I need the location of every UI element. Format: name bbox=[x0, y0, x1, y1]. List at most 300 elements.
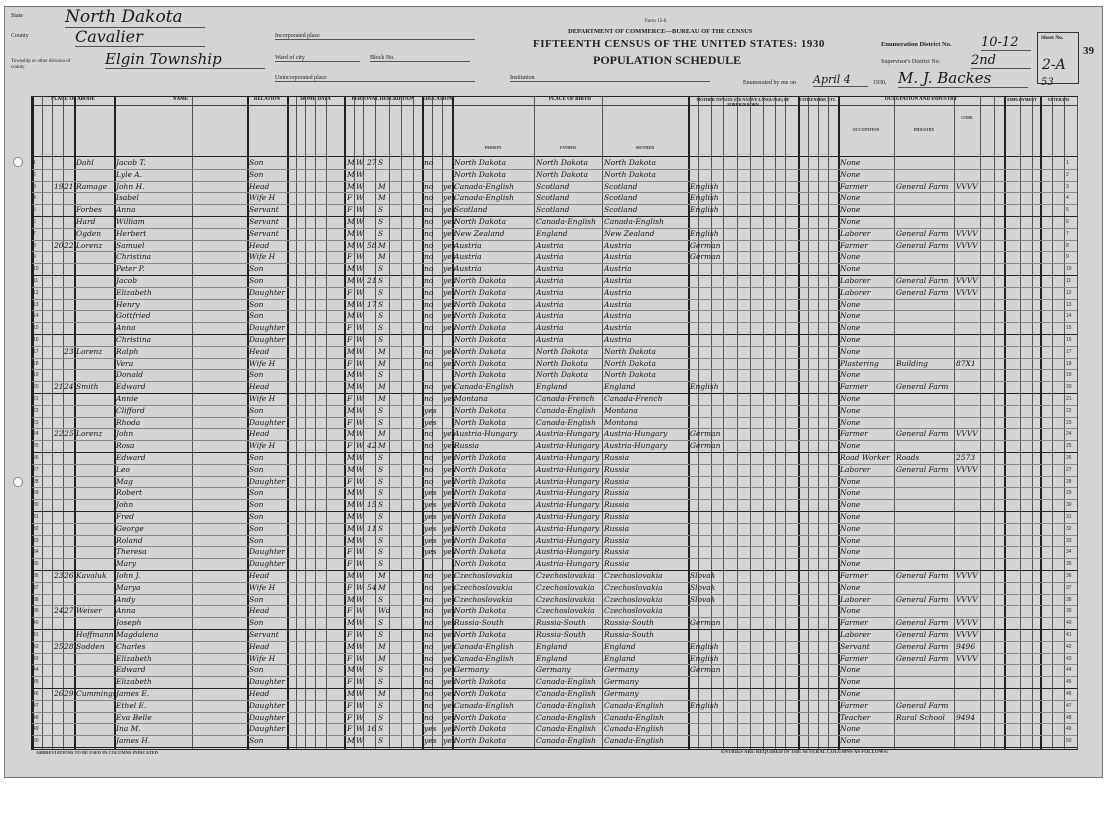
marital-status: S bbox=[378, 158, 384, 167]
birthplace-father: Canada-English bbox=[536, 405, 596, 415]
table-row bbox=[32, 417, 1077, 429]
relation: Son bbox=[249, 405, 264, 415]
line-number: 31 bbox=[33, 514, 39, 520]
line-number-right: 45 bbox=[1066, 679, 1072, 686]
sex: M bbox=[347, 429, 355, 439]
surname: Sodden bbox=[76, 641, 105, 651]
relation: Head bbox=[249, 689, 270, 698]
given-name: Rosa bbox=[116, 441, 135, 451]
surname: Forbes bbox=[76, 205, 102, 215]
sex: M bbox=[347, 512, 355, 521]
race: W bbox=[356, 240, 364, 250]
line-number-right: 38 bbox=[1066, 596, 1072, 603]
race: W bbox=[356, 512, 364, 521]
relation: Son bbox=[249, 665, 264, 675]
birthplace-mother: Russia bbox=[604, 464, 630, 474]
sex: M bbox=[347, 217, 355, 226]
marital-status: S bbox=[378, 417, 384, 427]
birthplace-father: Canada-English bbox=[536, 736, 596, 746]
marital-status: M bbox=[378, 252, 386, 262]
marital-status: M bbox=[378, 641, 386, 651]
sex: M bbox=[347, 594, 355, 604]
line-number-right: 19 bbox=[1066, 372, 1072, 379]
read-write: yes bbox=[443, 571, 456, 580]
race: W bbox=[356, 571, 364, 580]
birthplace-father: Austria-Hungary bbox=[536, 559, 600, 569]
line-number: 45 bbox=[33, 679, 39, 686]
sex: F bbox=[347, 205, 353, 215]
line-number: 33 bbox=[33, 537, 39, 544]
mother-tongue: English bbox=[690, 653, 719, 663]
age: 17 bbox=[367, 299, 377, 309]
sex: F bbox=[347, 193, 353, 203]
birthplace-person: North Dakota bbox=[454, 559, 506, 569]
birthplace-father: Canada-English bbox=[536, 700, 596, 710]
birthplace-person: Austria bbox=[454, 264, 482, 274]
surname: Ramage bbox=[76, 181, 108, 191]
birthplace-person: Canada-English bbox=[454, 382, 514, 392]
relation: Wife H bbox=[249, 193, 276, 203]
occupation: Farmer bbox=[840, 240, 868, 250]
census-title: FIFTEENTH CENSUS OF THE UNITED STATES: 1930 bbox=[533, 38, 825, 50]
line-number-right: 5 bbox=[1066, 207, 1069, 214]
sex: M bbox=[347, 736, 355, 746]
marital-status: S bbox=[378, 264, 384, 274]
line-number: 36 bbox=[33, 573, 39, 579]
school: no bbox=[424, 158, 434, 167]
occupation-code: VVVV bbox=[956, 464, 978, 474]
group-citizenship: CITIZENSHIP, ETC. bbox=[798, 97, 838, 106]
birthplace-mother: Austria bbox=[604, 252, 632, 262]
table-row bbox=[32, 299, 1077, 311]
sex: F bbox=[347, 630, 353, 639]
birthplace-father: England bbox=[536, 641, 568, 651]
birthplace-mother: Scotland bbox=[604, 193, 638, 203]
read-write: yes bbox=[443, 441, 456, 451]
birthplace-mother: Germany bbox=[604, 677, 639, 687]
read-write: yes bbox=[443, 464, 456, 474]
line-number-right: 4 bbox=[1066, 195, 1069, 202]
race: W bbox=[356, 394, 364, 403]
line-number: 47 bbox=[33, 702, 39, 709]
birthplace-mother: Russia bbox=[604, 476, 630, 486]
birthplace-father: Russia-South bbox=[536, 630, 586, 639]
line-number-right: 24 bbox=[1066, 431, 1072, 438]
birthplace-mother: England bbox=[604, 641, 636, 651]
race: W bbox=[356, 158, 364, 167]
birthplace-father: Germany bbox=[536, 665, 571, 675]
table-row bbox=[32, 169, 1077, 181]
occupation: Servant bbox=[840, 641, 870, 651]
birthplace-person: North Dakota bbox=[454, 488, 506, 498]
line-number: 18 bbox=[33, 360, 39, 367]
line-number-right: 23 bbox=[1066, 419, 1072, 426]
school: yes bbox=[424, 547, 437, 557]
line-number: 28 bbox=[33, 478, 39, 485]
table-row bbox=[32, 240, 1077, 252]
table-row bbox=[32, 310, 1077, 322]
read-write: yes bbox=[443, 252, 456, 262]
industry: General Farm bbox=[896, 228, 949, 238]
industry: Rural School bbox=[896, 712, 945, 722]
birthplace-person: North Dakota bbox=[454, 724, 506, 734]
enumerator-name: M. J. Backes bbox=[898, 69, 1028, 88]
birthplace-father: England bbox=[536, 382, 568, 392]
table-row bbox=[32, 499, 1077, 511]
occupation-code: VVVV bbox=[956, 276, 978, 285]
marital-status: S bbox=[378, 217, 384, 226]
race: W bbox=[356, 287, 364, 297]
line-number: 35 bbox=[33, 561, 39, 568]
birthplace-person: North Dakota bbox=[454, 547, 506, 557]
line-number: 4 bbox=[33, 195, 36, 202]
supervisor-value: 2nd bbox=[971, 53, 1031, 69]
ward-label: Ward of city bbox=[275, 55, 360, 62]
line-number-right: 32 bbox=[1066, 525, 1072, 532]
relation: Head bbox=[249, 606, 270, 616]
binder-hole bbox=[13, 157, 23, 167]
table-row bbox=[32, 369, 1077, 381]
relation: Servant bbox=[249, 228, 279, 238]
school: no bbox=[424, 618, 434, 628]
marital-status: S bbox=[378, 736, 384, 746]
enumerated-year: 1930, bbox=[873, 80, 887, 86]
read-write: yes bbox=[443, 582, 456, 592]
birthplace-mother: Canada-English bbox=[604, 724, 664, 734]
given-name: Elizabeth bbox=[116, 287, 152, 297]
line-number-right: 6 bbox=[1066, 219, 1069, 225]
relation: Son bbox=[249, 618, 264, 628]
relation: Daughter bbox=[249, 677, 285, 687]
birthplace-person: North Dakota bbox=[454, 276, 506, 285]
race: W bbox=[356, 677, 364, 687]
birthplace-mother: Austria bbox=[604, 323, 632, 333]
occupation: Laborer bbox=[840, 594, 871, 604]
line-number-right: 11 bbox=[1066, 278, 1072, 284]
marital-status: S bbox=[378, 370, 384, 380]
table-row bbox=[32, 181, 1077, 193]
occupation: Laborer bbox=[840, 228, 871, 238]
group-employment: EMPLOYMENT bbox=[1004, 97, 1040, 106]
table-row bbox=[32, 558, 1077, 570]
marital-status: S bbox=[378, 712, 384, 722]
township-label: Township or other division of county bbox=[11, 59, 71, 70]
surname: Ogden bbox=[76, 228, 102, 238]
birthplace-person: North Dakota bbox=[454, 630, 506, 639]
marital-status: S bbox=[378, 311, 384, 321]
marital-status: Wd bbox=[378, 606, 391, 616]
line-number-right: 40 bbox=[1066, 620, 1072, 627]
marital-status: S bbox=[378, 205, 384, 215]
relation: Head bbox=[249, 641, 270, 651]
table-row bbox=[32, 476, 1077, 488]
relation: Head bbox=[249, 240, 270, 250]
form-number: Form 15-6 bbox=[645, 19, 667, 24]
relation: Servant bbox=[249, 630, 279, 639]
read-write: yes bbox=[443, 311, 456, 321]
birthplace-father: Austria bbox=[536, 311, 564, 321]
birthplace-father: Austria-Hungary bbox=[536, 512, 600, 521]
birthplace-person: New Zealand bbox=[454, 228, 505, 238]
relation: Son bbox=[249, 512, 264, 521]
table-row bbox=[32, 523, 1077, 535]
occupation: Teacher bbox=[840, 712, 871, 722]
sex: F bbox=[347, 547, 353, 557]
birthplace-father: Scotland bbox=[536, 193, 570, 203]
line-number-right: 28 bbox=[1066, 478, 1072, 485]
census-table bbox=[31, 96, 1078, 750]
industry: General Farm bbox=[896, 653, 949, 663]
birthplace-father: Austria-Hungary bbox=[536, 523, 600, 533]
line-number: 9 bbox=[33, 254, 36, 261]
sub-mother: MOTHER bbox=[635, 145, 655, 150]
dwelling-number: 25 bbox=[54, 641, 64, 651]
given-name: John H. bbox=[116, 181, 145, 191]
relation: Son bbox=[249, 158, 264, 167]
supervisor-label: Supervisor's District No. bbox=[881, 59, 941, 65]
birthplace-father: Canada-English bbox=[536, 217, 596, 226]
birthplace-father: Russia-South bbox=[536, 618, 586, 628]
sex: F bbox=[347, 323, 353, 333]
family-number: 29 bbox=[64, 689, 74, 698]
read-write: yes bbox=[443, 453, 456, 462]
sub-code: CODE bbox=[961, 115, 973, 120]
line-number: 29 bbox=[33, 490, 39, 497]
family-number: 26 bbox=[64, 571, 74, 580]
birthplace-person: North Dakota bbox=[454, 158, 506, 167]
line-number-right: 2 bbox=[1066, 171, 1069, 178]
line-number: 43 bbox=[33, 655, 39, 662]
race: W bbox=[356, 181, 364, 191]
marital-status: S bbox=[378, 453, 384, 462]
birthplace-person: North Dakota bbox=[454, 417, 506, 427]
school: no bbox=[424, 665, 434, 675]
birthplace-father: Scotland bbox=[536, 205, 570, 215]
birthplace-person: Austria bbox=[454, 240, 482, 250]
race: W bbox=[356, 476, 364, 486]
marital-status: M bbox=[378, 358, 386, 368]
birthplace-mother: Czechoslovakia bbox=[604, 571, 663, 580]
industry: General Farm bbox=[896, 571, 949, 580]
race: W bbox=[356, 712, 364, 722]
birthplace-mother: Russia bbox=[604, 523, 630, 533]
marital-status: M bbox=[378, 193, 386, 203]
relation: Son bbox=[249, 453, 264, 462]
age: 15 bbox=[367, 500, 377, 510]
sex: F bbox=[347, 358, 353, 368]
relation: Son bbox=[249, 535, 264, 545]
school: no bbox=[424, 394, 434, 403]
line-number-right: 30 bbox=[1066, 502, 1072, 509]
sex: M bbox=[347, 169, 355, 179]
birthplace-person: Czechoslovakia bbox=[454, 594, 513, 604]
line-number-right: 15 bbox=[1066, 325, 1072, 332]
school: no bbox=[424, 240, 434, 250]
read-write: yes bbox=[443, 217, 456, 226]
read-write: yes bbox=[443, 606, 456, 616]
sex: M bbox=[347, 158, 355, 167]
occupation: None bbox=[840, 724, 861, 734]
relation: Wife H bbox=[249, 252, 276, 262]
sheet-value: 2-A bbox=[1042, 57, 1066, 73]
birthplace-person: Austria-Hungary bbox=[454, 429, 518, 439]
race: W bbox=[356, 464, 364, 474]
birthplace-mother: Austria-Hungary bbox=[604, 429, 668, 439]
given-name: William bbox=[116, 217, 145, 226]
binder-hole bbox=[13, 477, 23, 487]
birthplace-father: Austria bbox=[536, 252, 564, 262]
sex: M bbox=[347, 641, 355, 651]
read-write: yes bbox=[443, 429, 456, 439]
birthplace-person: North Dakota bbox=[454, 523, 506, 533]
family-number: 25 bbox=[64, 429, 74, 439]
mother-tongue: German bbox=[690, 240, 721, 250]
given-name: Gottfried bbox=[116, 311, 151, 321]
race: W bbox=[356, 523, 364, 533]
race: W bbox=[356, 630, 364, 639]
line-number-right: 20 bbox=[1066, 384, 1072, 391]
birthplace-father: Scotland bbox=[536, 181, 570, 191]
occupation: None bbox=[840, 299, 861, 309]
block-label: Block No. bbox=[370, 55, 470, 62]
birthplace-mother: Czechoslovakia bbox=[604, 594, 663, 604]
given-name: Andy bbox=[116, 594, 136, 604]
footer bbox=[31, 749, 1076, 773]
mother-tongue: German bbox=[690, 441, 721, 451]
race: W bbox=[356, 618, 364, 628]
dwelling-number: 26 bbox=[54, 689, 64, 698]
table-row bbox=[32, 393, 1077, 405]
sex: M bbox=[347, 382, 355, 392]
institution-label: Institution bbox=[510, 75, 710, 82]
occupation: None bbox=[840, 158, 861, 167]
read-write: yes bbox=[443, 323, 456, 333]
race: W bbox=[356, 417, 364, 427]
sub-occupation: OCCUPATION bbox=[852, 127, 880, 132]
birthplace-mother: North Dakota bbox=[604, 346, 656, 356]
birthplace-mother: Austria bbox=[604, 276, 632, 285]
table-row bbox=[32, 464, 1077, 476]
relation: Daughter bbox=[249, 559, 285, 569]
school: no bbox=[424, 464, 434, 474]
mother-tongue: English bbox=[690, 181, 719, 191]
line-number-right: 33 bbox=[1066, 537, 1072, 544]
birthplace-mother: Austria bbox=[604, 264, 632, 274]
marital-status: S bbox=[378, 630, 384, 639]
birthplace-mother: Austria bbox=[604, 299, 632, 309]
birthplace-mother: Scotland bbox=[604, 205, 638, 215]
marital-status: M bbox=[378, 394, 386, 403]
birthplace-father: England bbox=[536, 653, 568, 663]
birthplace-mother: North Dakota bbox=[604, 358, 656, 368]
sub-father: FATHER bbox=[559, 145, 577, 150]
birthplace-father: Austria bbox=[536, 240, 564, 250]
birthplace-father: North Dakota bbox=[536, 169, 588, 179]
marital-status: S bbox=[378, 476, 384, 486]
occupation: None bbox=[840, 582, 861, 592]
marital-status: S bbox=[378, 677, 384, 687]
school: no bbox=[424, 264, 434, 274]
relation: Head bbox=[249, 571, 270, 580]
table-row bbox=[32, 216, 1077, 228]
school: no bbox=[424, 653, 434, 663]
dwelling-number: 20 bbox=[54, 240, 64, 250]
birthplace-father: England bbox=[536, 228, 568, 238]
school: no bbox=[424, 689, 434, 698]
surname: Dahl bbox=[76, 158, 94, 167]
sex: F bbox=[347, 417, 353, 427]
age: 16 bbox=[367, 724, 377, 734]
birthplace-person: Czechoslovakia bbox=[454, 582, 513, 592]
occupation-code: VVVV bbox=[956, 287, 978, 297]
line-number-right: 14 bbox=[1066, 313, 1072, 320]
table-row bbox=[32, 664, 1077, 676]
given-name: George bbox=[116, 523, 144, 533]
occupation: None bbox=[840, 559, 861, 569]
schedule-title: POPULATION SCHEDULE bbox=[593, 53, 742, 67]
given-name: Peter P. bbox=[116, 264, 145, 274]
birthplace-mother: Austria bbox=[604, 240, 632, 250]
read-write: yes bbox=[443, 205, 456, 215]
given-name: James E. bbox=[116, 689, 150, 698]
table-row bbox=[32, 605, 1077, 617]
birthplace-father: Canada-English bbox=[536, 724, 596, 734]
marital-status: S bbox=[378, 500, 384, 510]
marital-status: S bbox=[378, 535, 384, 545]
race: W bbox=[356, 358, 364, 368]
race: W bbox=[356, 736, 364, 746]
line-number: 2 bbox=[33, 171, 36, 178]
read-write: yes bbox=[443, 594, 456, 604]
table-row bbox=[32, 287, 1077, 299]
race: W bbox=[356, 653, 364, 663]
group-abode: PLACE OF ABODE bbox=[32, 97, 114, 106]
relation: Son bbox=[249, 523, 264, 533]
read-write: yes bbox=[443, 181, 456, 191]
school: no bbox=[424, 323, 434, 333]
occupation: None bbox=[840, 689, 861, 698]
read-write: yes bbox=[443, 346, 456, 356]
industry: Building bbox=[896, 358, 928, 368]
sex: F bbox=[347, 712, 353, 722]
line-number: 17 bbox=[33, 348, 39, 355]
occupation: None bbox=[840, 335, 861, 344]
occupation: None bbox=[840, 252, 861, 262]
occupation: Laborer bbox=[840, 287, 871, 297]
birthplace-mother: Austria bbox=[604, 311, 632, 321]
table-row bbox=[32, 535, 1077, 547]
relation: Wife H bbox=[249, 653, 276, 663]
table-row bbox=[32, 358, 1077, 370]
line-number-right: 35 bbox=[1066, 561, 1072, 568]
relation: Wife H bbox=[249, 441, 276, 451]
birthplace-father: North Dakota bbox=[536, 346, 588, 356]
line-number-right: 3 bbox=[1066, 183, 1069, 190]
industry: General Farm bbox=[896, 618, 949, 628]
unincorporated-label: Unincorporated place bbox=[275, 75, 475, 82]
birthplace-person: Germany bbox=[454, 665, 489, 675]
industry: General Farm bbox=[896, 641, 949, 651]
line-number-right: 41 bbox=[1066, 632, 1072, 638]
industry: General Farm bbox=[896, 464, 949, 474]
occupation: Farmer bbox=[840, 382, 868, 392]
marital-status: M bbox=[378, 429, 386, 439]
race: W bbox=[356, 700, 364, 710]
industry: General Farm bbox=[896, 630, 949, 639]
birthplace-mother: Czechoslovakia bbox=[604, 606, 663, 616]
line-number-right: 50 bbox=[1066, 738, 1072, 745]
birthplace-person: North Dakota bbox=[454, 606, 506, 616]
